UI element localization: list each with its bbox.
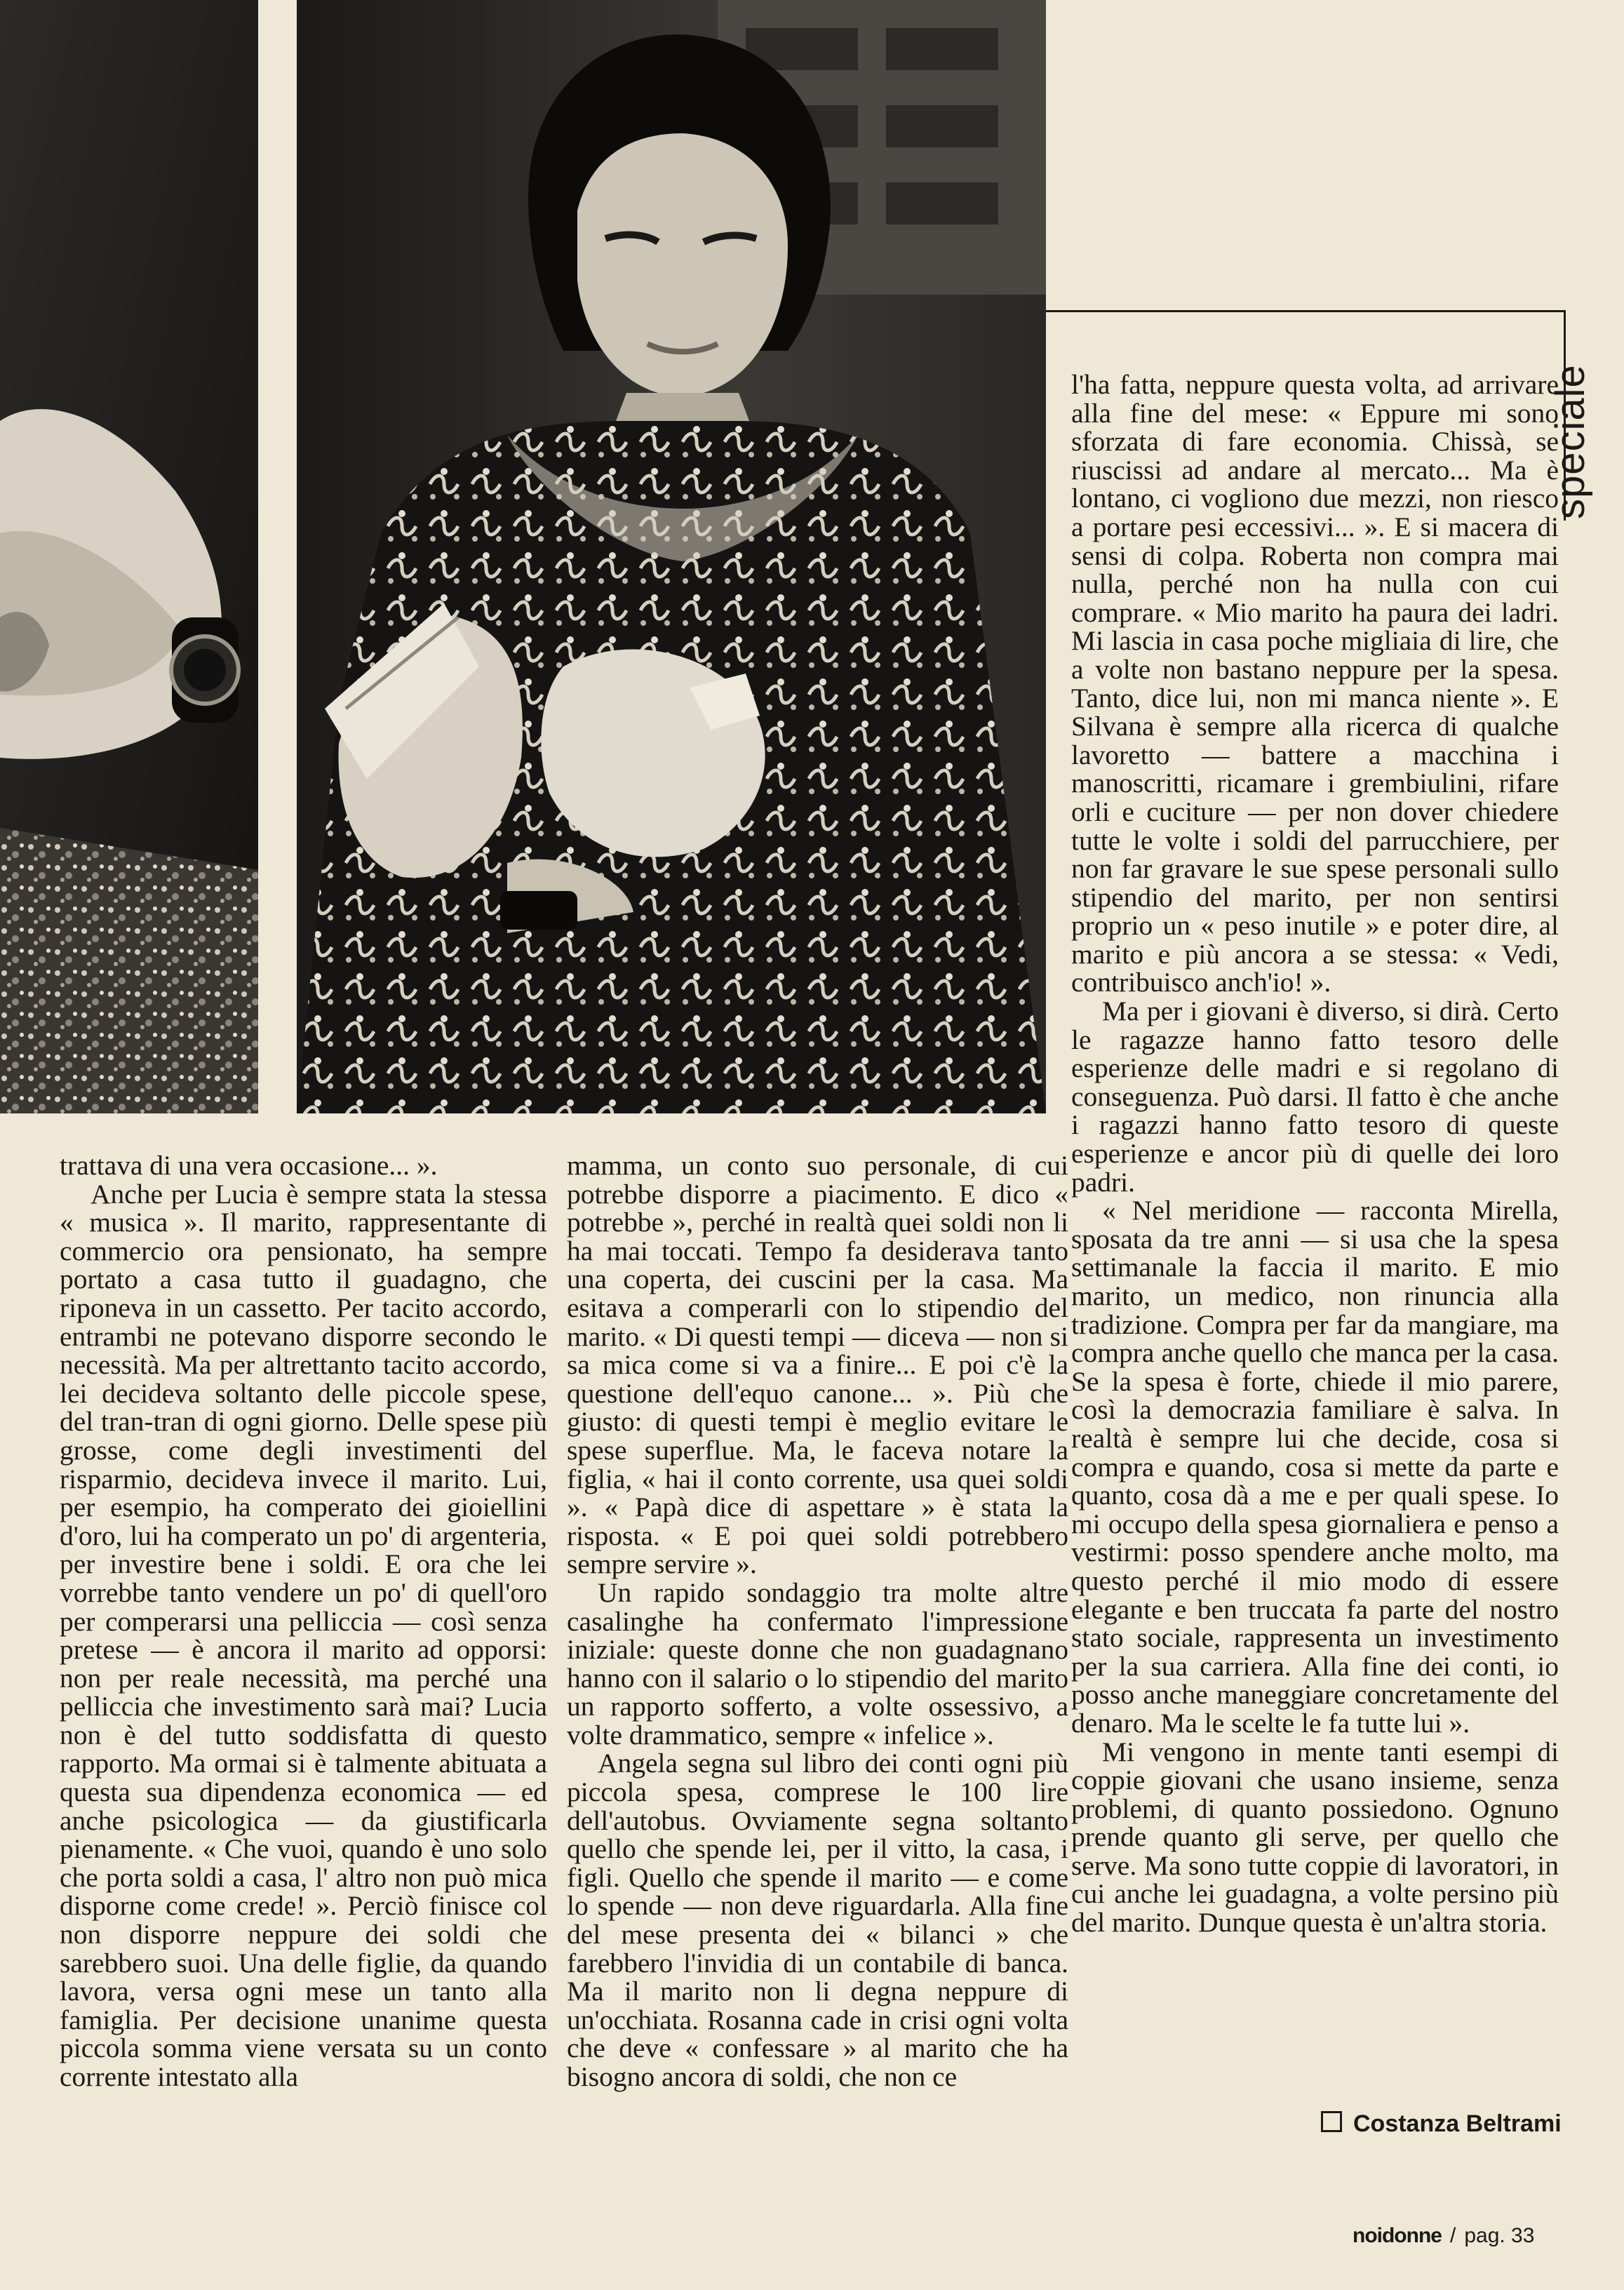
photo-hand-with-watch	[0, 0, 258, 1113]
paragraph: mamma, un conto suo personale, di cui potrebbe disporre a piacimento. E dico « potrebbe », perché in realtà quei soldi non li ha mai toccati. Tempo fa desiderava tanto una coperta, dei cuscini per la casa. Ma esitava a comperarli con lo stipendio del marito. « Di questi tempi — diceva — non si sa mica come si va a finire... E poi c'è la questione dell'equo canone... ». Più che giusto: di questi tempi è meglio evitare le spese superflue. Ma, le faceva notare la figlia, « hai il conto corrente, usa quei soldi ». « Papà dice di aspettare » è stata la risposta. « E poi quei soldi potrebbero sempre servire ».	[567, 1150, 1068, 1580]
footer-separator: /	[1449, 2224, 1456, 2247]
paragraph: « Nel meridione — racconta Mirella, sposata da tre anni — si usa che la spesa settimanale la faccia il marito. E mio marito, un medico, non rinuncia alla tradizione. Compra per far da mangiare, ma compra anche quello che manca per la casa. Se la spesa è forte, chiede il mio parere, così la democrazia familiare è salva. In realtà è sempre lui che decide, cosa si compra e quando, cosa si mette da parte e quanto, cosa dà a me e per quali spese. Io mi occupo della spesa giornaliera e penso a vestirmi: posso spendere anche molto, ma questo perché il mio modo di essere elegante e ben truccata fa parte del nostro stato sociale, rappresenta un investimento per la sua carriera. Alla fine dei conti, io posso anche maneggiare concretamente del denaro. Ma le scelte le fa tutte lui ».	[1071, 1195, 1559, 1739]
magazine-name: noidonne	[1353, 2224, 1442, 2247]
byline	[1321, 2110, 1562, 2138]
paragraph: trattava di una vera occasione... ».	[60, 1150, 438, 1181]
author-name: Costanza Beltrami	[1353, 2110, 1562, 2137]
paragraph: Ma per i giovani è diverso, si dirà. Certo le ragazze hanno fatto tesoro delle esperienze delle madri e si regolano di conseguenza. Può darsi. Il fatto è che anche i ragazzi hanno fatto tesoro di queste esperienze e ancor più di quelle dei loro padri.	[1071, 996, 1559, 1198]
paragraph: Anche per Lucia è sempre stata la stessa « musica ». Il marito, rappresentante di commercio ora pensionato, ha sempre portato a casa tutto il guadagno, che riponeva in un cassetto. Per tacito accordo, entrambi ne potevano disporre secondo le necessità. Ma per altrettanto tacito accordo, lei decideva soltanto delle piccole spese, del tran-tran di ogni giorno. Delle spese più grosse, come degli investimenti del risparmio, decideva invece il marito. Lui, per esempio, ha comperato dei gioiellini d'oro, lui ha comperato un po' di argenteria, per investire bene i soldi. E ora che lei vorrebbe tanto vendere un po' di quell'oro per comperarsi una pelliccia — così senza pretese — è ancora il marito ad opporsi: non per reale necessità, ma perché una pelliccia che investimento sarà mai? Lucia non è del tutto soddisfatta di questo rapporto. Ma ormai si è talmente abituata a questa sua dipendenza economica — ed anche psicologica — da giustificarla pienamente. « Che vuoi, quando è uno solo che porta soldi a casa, l' altro non può mica disporne come crede! ». Perciò finisce col non disporre neppure dei soldi che sarebbero suoi. Una delle figlie, da quando lavora, versa ogni mese un tanto alla famiglia. Per decisione unanime questa piccola somma viene versata su un conto corrente intestato alla	[60, 1178, 547, 2092]
article-column-3	[1071, 370, 1559, 1937]
page-number: pag. 33	[1464, 2224, 1535, 2247]
paragraph: Angela segna sul libro dei conti ogni più piccola spesa, comprese le 100 lire dell'autobus. Ovviamente segna soltanto quello che spende lei, per il vitto, la casa, i figli. Quello che spende il marito — e come lo spende — non deve riguardarla. Alla fine del mese presenta dei « bilanci » che farebbero l'invidia di un contabile di banca. Ma il marito non li degna neppure di un'occhiata. Rosanna cade in crisi ogni volta che deve « confessare » al marito che ha bisogno ancora di soldi, che non ce	[567, 1748, 1068, 2092]
article-column-1	[60, 1151, 547, 2091]
square-bullet-icon	[1321, 2111, 1342, 2132]
page-footer	[1353, 2224, 1534, 2248]
paragraph: Mi vengono in mente tanti esempi di coppie giovani che usano insieme, senza problemi, di quanto possiedono. Ognuno prende quanto gli serve, per quello che serve. Ma sono tutte coppie di lavoratori, in cui anche lei guadagna, a volte persino più del marito. Dunque questa è un'altra storia.	[1071, 1736, 1559, 1939]
photo-woman-counting-money-graphic	[297, 0, 1046, 1113]
section-label: speciale	[1548, 364, 1593, 519]
section-rule-horizontal	[1046, 310, 1564, 312]
article-column-2	[567, 1151, 1068, 2091]
paragraph: Un rapido sondaggio tra molte altre casalinghe ha confermato l'impressione iniziale: queste donne che non guadagnano hanno con il salario o lo stipendio del marito un rapporto sofferto, a volte ossessivo, a volte drammatico, sempre « infelice ».	[567, 1576, 1068, 1750]
paragraph: l'ha fatta, neppure questa volta, ad arrivare alla fine del mese: « Eppure mi sono sforzata di fare economia. Chissà, se riuscissi ad andare al mercato... Ma è lontano, ci vogliono due mezzi, non riesco a portare pesi eccessivi... ». E si macera di sensi di colpa. Roberta non compra mai nulla, perché non ha nulla con cui comprare. « Mio marito ha paura dei ladri. Mi lascia in casa poche migliaia di lire, che a volte non bastano neppure per la spesa. Tanto, dice lui, non mi manca niente ». E Silvana è sempre alla ricerca di qualche lavoretto — battere a macchina i manoscritti, ricamare i grembiulini, rifare orli e cuciture — per non dover chiedere tutte le volte i soldi del parrucchiere, per non far gravare le sue spese personali sullo stipendio del marito, per non sentirsi proprio un « peso inutile » e poter dire, al marito e più ancora a se stessa: « Vedi, contribuisco anch'io! ».	[1071, 369, 1559, 998]
photo-hand-with-watch-graphic	[0, 0, 258, 1113]
photo-woman-counting-money	[297, 0, 1046, 1113]
